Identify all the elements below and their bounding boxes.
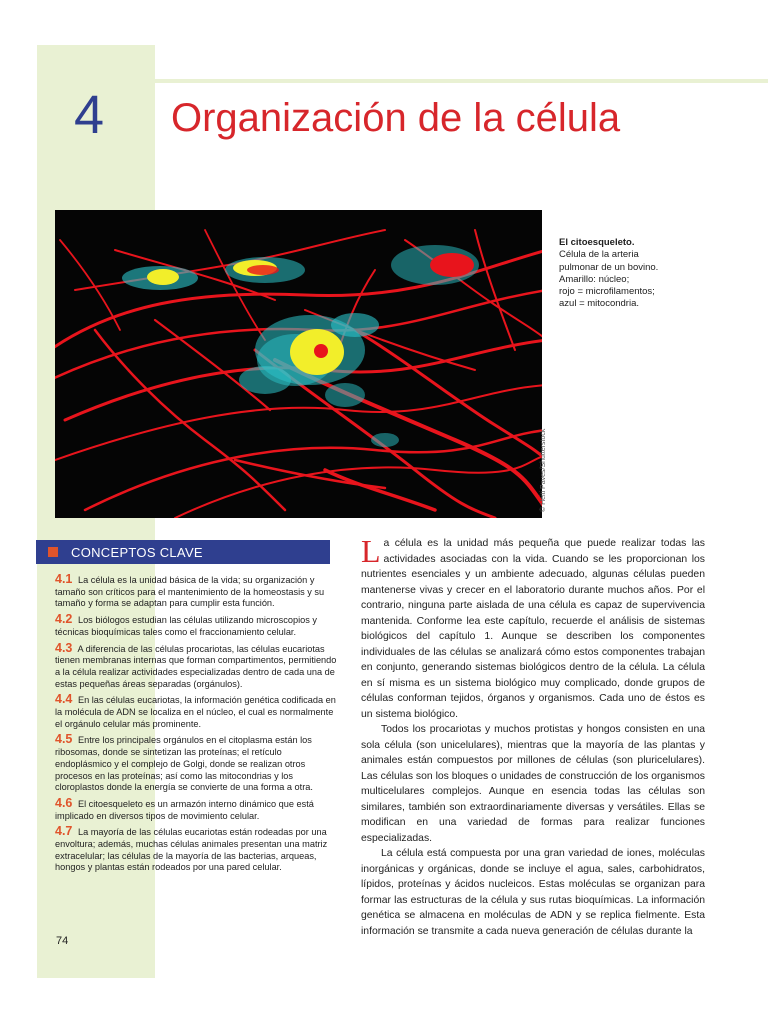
concept-text: La mayoría de las células eucariotas están rodeadas por una envoltura; además, muchas células animales presentan una matriz extracelular; las células de la mayoría de las bacterias, arqueas, hongos y plantas están rodeados por una pared celular. [55,827,328,873]
concept-number: 4.7 [55,824,73,839]
concept-text: La célula es la unidad básica de la vida; su organización y tamaño son críticos para el mantenimiento de la homeostasis y su tamaño y forma se adaptan para cumplir esta función. [55,575,325,609]
cytoskeleton-illustration [55,210,542,518]
caption-line: Célula de la arteria [559,249,639,261]
concept-text: Los biólogos estudian las células utilizando microscopios y técnicas bioquímicas tales como el fraccionamiento celular. [55,615,317,637]
concept-number: 4.1 [55,572,73,586]
concept-item [55,694,337,730]
body-paragraph: Todos los procariotas y muchos protistas y hongos consisten en una sola célula (son unicelulares), mientras que la mayoría de las plantas y animales están compuestos por millones de células (son pluricelulares). Las células son los bloques o unidades de construcción de los organismos multicelulares complejos. Aunque en esencia todas las células son similares, también son extraordinariamente diversas y versátiles. Ellas se modifican en una variedad de formas para realizar funciones especializadas. [361,724,705,844]
key-concepts-header [36,540,330,564]
concept-text: A diferencia de las células procariotas, las células eucariotas tienen membranas internas que forman compartimentos, permitiendo a la célula realizar actividades especializadas dentro de cada una de estas pequeñas áreas separadas (orgánulos). [55,643,337,689]
concept-number: 4.5 [55,732,73,747]
concept-number: 4.3 [55,640,73,655]
caption-line: rojo = microfilamentos; [559,286,655,298]
caption-title: El citoesqueleto. [559,237,635,248]
chapter-title: Organización de la célula [171,96,621,140]
square-bullet-icon [48,547,58,557]
nucleus-right [430,253,474,277]
concept-number: 4.6 [55,795,73,810]
nucleolus [314,344,328,358]
body-paragraph [361,533,705,722]
caption-line: Amarillo: núcleo; [559,273,630,285]
chapter-number: 4 [74,85,105,145]
nucleus-left [147,269,179,285]
drop-cap: L [361,533,381,569]
header-rule [155,79,768,83]
concept-item [55,614,337,638]
paragraph-text: a célula es la unidad más pequeña que puede realizar todas las actividades asociadas con la vida. Cuando se les proporcionan los nutrientes esenciales y un ambiente adecuado, algunas células pueden mantenerse vivas y crecer en el laboratorio durante muchos años. Por el contrario, ninguna parte aislada de una célula es capaz de supervivencia mantenida. Conforme lea este capítulo, recuerde el análisis de sistemas biológicos del capítulo 1. Aunque se describen los componentes individuales de las células se analizará cómo estos componentes trabajan en conjunto, generando sistemas biológicos dentro de la célula. La célula en sí misma es un sistema biológico muy complicado, donde grupos de células conforman tejidos, órganos y organismos. Cada uno de éstos es un sistema biológico. [361,538,705,720]
caption-line: azul = mitocondria. [559,298,639,310]
concept-number: 4.4 [55,692,73,707]
concept-number: 4.2 [55,612,73,627]
figure-caption [559,237,709,311]
concept-item [55,826,337,874]
concept-item [55,734,337,794]
body-paragraph: La célula está compuesta por una gran variedad de iones, moléculas inorgánicas y orgánicas, donde se incluye el agua, sales, carbohidratos, lípidos, proteínas y ácidos nucleicos. Estas moléculas se organizan para formar las estructuras de la célula y sus rutas bioquímicas. La información genética se almacena en moléculas de ADN y se replica fielmente. Esta información se transmite a cada nueva generación de células durante la [361,848,705,937]
concept-text: Entre los principales orgánulos en el citoplasma están los ribosomas, donde se sintetizan las proteínas; el retículo endoplásmico y el complejo de Golgi, donde se realizan otros procesos en las proteínas; así como las mitocondrias y los cloroplastos donde la energía se convierte de una forma a otra. [55,735,313,793]
caption-line: pulmonar de un bovino. [559,261,659,273]
concept-text: En las células eucariotas, la información genética codificada en la molécula de ADN se localiza en el núcleo, el cual es normalmente el orgánulo celular más prominente. [55,695,336,729]
concept-item [55,640,337,691]
body-text [361,533,705,939]
photo-credit: © Heiti Paves/Shutterstock [540,428,547,512]
key-concepts-list [55,574,337,878]
key-concepts-title: CONCEPTOS CLAVE [71,544,203,560]
page-number: 74 [56,935,69,947]
concept-text: El citoesqueleto es un armazón interno dinámico que está implicado en diversos tipos de movimiento celular. [55,798,314,821]
cytoskeleton-photo [55,210,542,518]
concept-item [55,574,337,610]
concept-item [55,795,337,822]
